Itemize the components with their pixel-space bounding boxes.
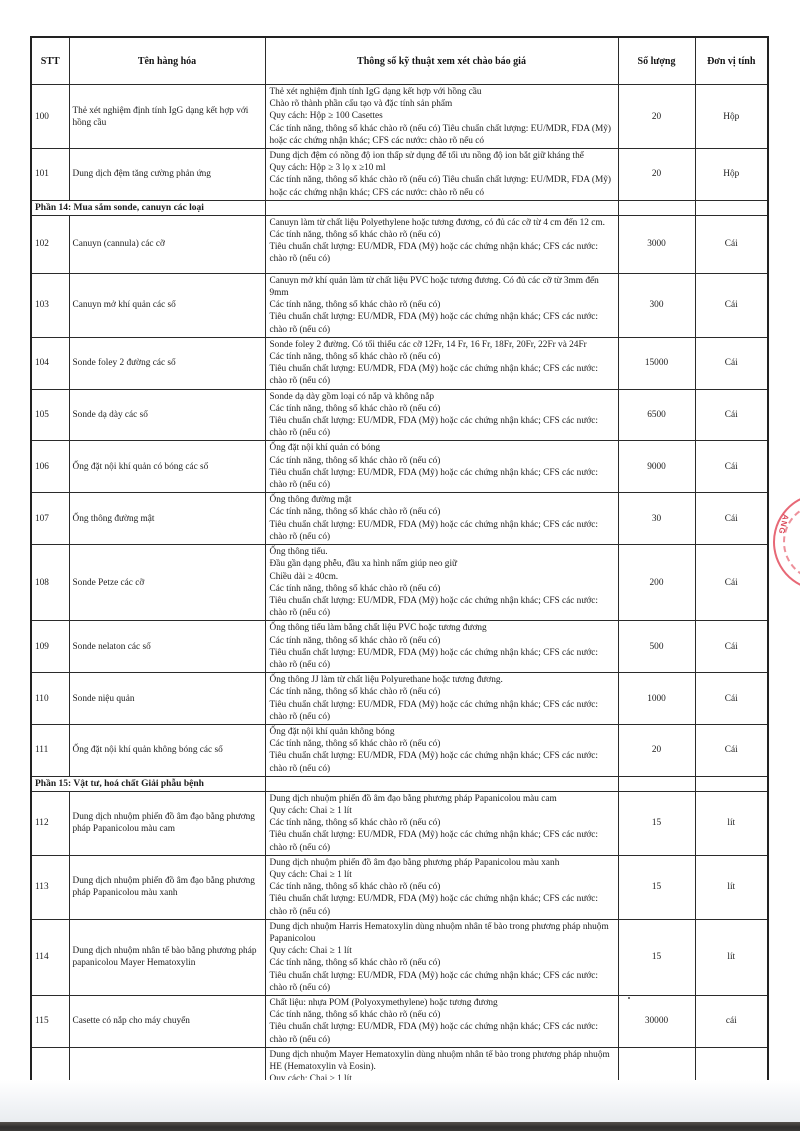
spec-line: Tiêu chuẩn chất lượng: EU/MDR, FDA (Mỹ) hoặc các chứng nhận khác; CFS các nước: chào rõ (nếu có) [269,467,599,491]
spec-line: Tiêu chuẩn chất lượng: EU/MDR, FDA (Mỹ) hoặc các chứng nhận khác; CFS các nước: chào rõ (nếu có) [269,312,599,335]
section-label: Phần 15: Vật tư, hoá chất Giải phẫu bệnh [31,776,265,791]
quantity-cell: 9000 [618,441,695,493]
stt-cell: 110 [31,673,69,725]
quantity-cell: 30 [618,493,695,545]
item-name-cell: Ống đặt nội khí quản không bóng các số [69,724,265,776]
item-row [31,621,768,673]
spec-line: Các tính năng, thông số khác chào rõ (nếu có) [269,300,441,311]
spec-line: Quy cách: Chai ≥ 1 lít [269,805,352,816]
col-header-thong-so: Thông số kỹ thuật xem xét chào báo giá [265,37,618,85]
quantity-cell: 6500 [618,389,695,441]
spec-line: Tiêu chuẩn chất lượng: EU/MDR, FDA (Mỹ) hoặc các chứng nhận khác; CFS các nước: chào rõ (nếu có) [269,364,599,387]
spec-line: Các tính năng, thông số khác chào rõ (nếu có) [269,818,441,829]
section-empty-cell [695,200,768,215]
spec-line: Các tính năng, thông số khác chào rõ (nếu có) [269,635,441,646]
spec-cell [265,215,618,273]
spec-cell [265,441,618,493]
stt-cell: 108 [31,545,69,621]
spec-line: Chất liệu: nhựa POM (Polyoxymethylene) hoặc tương đương [269,998,498,1008]
spec-cell [265,493,618,545]
unit-cell: lít [695,855,768,919]
stt-cell: 103 [31,273,69,337]
spec-line: Quy cách: Chai ≥ 1 lít [269,869,352,880]
section-empty-cell [265,200,618,215]
item-row [31,441,768,493]
spec-line: Dung dịch đệm có nồng độ ion thấp sử dụng để tối ưu nồng độ ion bắt giữ kháng thể [269,151,584,162]
spec-line: Tiêu chuẩn chất lượng: EU/MDR, FDA (Mỹ) hoặc các chứng nhận khác; CFS các nước: chào rõ (nếu có) [269,242,599,265]
spec-line: Tiêu chuẩn chất lượng: EU/MDR, FDA (Mỹ) hoặc các chứng nhận khác; CFS các nước: chào rõ (nếu có) [269,830,599,853]
spec-line: Các tính năng, thông số khác chào rõ (nếu có) [269,687,441,698]
item-name-cell: Dung dịch nhuộm phiến đồ âm đạo bằng phương pháp Papanicolou màu cam [69,791,265,855]
quantity-cell: 20 [618,724,695,776]
unit-cell: Hộp [695,149,768,201]
col-header-so-luong: Số lượng [618,37,695,85]
stt-cell: 114 [31,919,69,995]
scan-bottom-shade [0,1080,800,1123]
quotation-items-table [30,36,769,1125]
spec-line: Sonde dạ dày gồm loại có nắp và không nắp [269,391,434,402]
unit-cell: Cái [695,215,768,273]
item-name-cell: Sonde niệu quản [69,673,265,725]
item-row [31,996,768,1048]
unit-cell: lít [695,791,768,855]
spec-line: Quy cách: Hộp ≥ 100 Casettes [269,111,383,122]
stt-cell: 111 [31,724,69,776]
red-stamp-text: ANG [776,513,791,536]
spec-cell [265,791,618,855]
item-row [31,273,768,337]
spec-line: Dung dịch nhuộm Harris Hematoxylin dùng nhuộm nhân tế bào trong phương pháp nhuộm Papanicolou [269,921,609,944]
quantity-cell: 20 [618,149,695,201]
spec-cell [265,85,618,149]
spec-line: Quy cách: Chai ≥ 1 lít [269,946,352,957]
quantity-cell: 500 [618,621,695,673]
item-row [31,919,768,995]
item-row [31,493,768,545]
spec-cell [265,724,618,776]
section-empty-cell [618,200,695,215]
spec-line: Ống thông tiểu. [269,547,328,558]
quantity-cell: 15 [618,855,695,919]
spec-line: Ống đặt nội khí quản không bóng [269,726,395,737]
spec-line: Tiêu chuẩn chất lượng: EU/MDR, FDA (Mỹ) hoặc các chứng nhận khác; CFS các nước: chào rõ (nếu có) [269,751,599,774]
item-name-cell: Sonde Petze các cỡ [69,545,265,621]
stt-cell: 101 [31,149,69,201]
item-name-cell: Casette có nắp cho máy chuyển [69,996,265,1048]
unit-cell: Cái [695,493,768,545]
spec-line: Tiêu chuẩn chất lượng: EU/MDR, FDA (Mỹ) hoặc các chứng nhận khác; CFS các nước: chào rõ (nếu có) [269,894,599,917]
item-name-cell: Dung dịch nhuộm nhân tế bào bằng phương pháp papanicolou Mayer Hematoxylin [69,919,265,995]
item-row [31,389,768,441]
stt-cell: 102 [31,215,69,273]
quantity-cell: 15 [618,791,695,855]
quantity-cell: 200 [618,545,695,621]
item-name-cell: Dung dịch nhuộm phiến đồ âm đạo bằng phương pháp Papanicolou màu xanh [69,855,265,919]
spec-line: Quy cách: Hộp ≥ 3 lọ x ≥10 ml [269,163,386,174]
item-row [31,791,768,855]
spec-line: Tiêu chuẩn chất lượng: EU/MDR, FDA (Mỹ) hoặc các chứng nhận khác; CFS các nước: chào rõ (nếu có) [269,647,599,670]
stt-cell: 106 [31,441,69,493]
stt-cell: 113 [31,855,69,919]
section-empty-cell [265,776,618,791]
unit-cell: cái [695,996,768,1048]
quantity-cell: 300 [618,273,695,337]
spec-line: Các tính năng, thông số khác chào rõ (nếu có) Tiêu chuẩn chất lượng: EU/MDR, FDA (Mỹ) hoặc các chứng nhận khác; CFS các nước: chào rõ nếu có [269,175,611,198]
spec-line: Các tính năng, thông số khác chào rõ (nếu có) [269,882,441,893]
spec-cell [265,621,618,673]
item-name-cell: Ống đặt nội khí quản có bóng các số [69,441,265,493]
section-header-row [31,776,768,791]
spec-line: Tiêu chuẩn chất lượng: EU/MDR, FDA (Mỹ) hoặc các chứng nhận khác; CFS các nước: chào rõ (nếu có) [269,595,599,619]
table-header-row [31,37,768,85]
spec-line: Tiêu chuẩn chất lượng: EU/MDR, FDA (Mỹ) hoặc các chứng nhận khác; CFS các nước: chào rõ (nếu có) [269,970,599,993]
quantity-cell: 20 [618,85,695,149]
section-empty-cell [618,776,695,791]
spec-line: Các tính năng, thông số khác chào rõ (nếu có) [269,958,441,969]
spec-line: Chào rõ thành phần cấu tạo và đặc tính sản phẩm [269,99,453,110]
spec-line: Dung dịch nhuộm phiến đồ âm đạo bằng phương pháp Papanicolou màu cam [269,793,557,804]
unit-cell: Cái [695,724,768,776]
section-header-row [31,200,768,215]
spec-line: Ống thông đường mật [269,495,352,506]
unit-cell: Cái [695,273,768,337]
item-row [31,545,768,621]
spec-line: Các tính năng, thông số khác chào rõ (nếu có) Tiêu chuẩn chất lượng: EU/MDR, FDA (Mỹ) hoặc các chứng nhận khác; CFS các nước: chào rõ nếu có [269,123,611,146]
unit-cell: Cái [695,389,768,441]
item-row [31,724,768,776]
unit-cell: Cái [695,441,768,493]
spec-line: Sonde foley 2 đường. Có tối thiểu các cỡ 12Fr, 14 Fr, 16 Fr, 18Fr, 20Fr, 22Fr và 24Fr [269,339,587,350]
spec-line: Các tính năng, thông số khác chào rõ (nếu có) [269,507,441,518]
unit-cell: Cái [695,337,768,389]
spec-cell [265,273,618,337]
col-header-don-vi-tinh: Đơn vị tính [695,37,768,85]
item-row [31,337,768,389]
spec-cell [265,389,618,441]
item-row [31,215,768,273]
spec-cell [265,149,618,201]
spec-cell [265,996,618,1048]
col-header-stt: STT [31,37,69,85]
unit-cell: Cái [695,545,768,621]
spec-cell [265,855,618,919]
spec-line: Canuyn mở khí quản làm từ chất liệu PVC hoặc tương đương. Có đủ các cỡ từ 3mm đến 9mm [269,275,599,299]
spec-cell [265,919,618,995]
unit-cell: Hộp [695,85,768,149]
spec-cell [265,673,618,725]
section-empty-cell [695,776,768,791]
unit-cell: Cái [695,621,768,673]
stt-cell: 105 [31,389,69,441]
item-name-cell: Sonde dạ dày các số [69,389,265,441]
spec-cell [265,545,618,621]
spec-line: Các tính năng, thông số khác chào rõ (nếu có) [269,1010,441,1021]
stt-cell: 109 [31,621,69,673]
scan-artifact-dot [628,997,630,999]
spec-line: Đầu gần dạng phễu, đầu xa hình nấm giúp neo giữ [269,559,458,570]
item-name-cell: Canuyn (cannula) các cỡ [69,215,265,273]
spec-line: Ống thông JJ làm từ chất liệu Polyurethane hoặc tương đương. [269,675,503,686]
spec-line: Thẻ xét nghiệm định tính IgG dạng kết hợp với hồng cầu [269,87,482,97]
stt-cell: 104 [31,337,69,389]
spec-line: Ống đặt nội khí quản có bóng [269,443,381,454]
spec-line: Các tính năng, thông số khác chào rõ (nếu có) [269,230,441,241]
unit-cell: lít [695,919,768,995]
spec-line: Canuyn làm từ chất liệu Polyethylene hoặc tương đương, có đủ các cỡ từ 4 cm đến 12 cm. [269,217,605,228]
spec-line: Tiêu chuẩn chất lượng: EU/MDR, FDA (Mỹ) hoặc các chứng nhận khác; CFS các nước: chào rõ (nếu có) [269,1022,599,1045]
spec-line: Các tính năng, thông số khác chào rõ (nếu có) [269,403,441,414]
spec-line: Tiêu chuẩn chất lượng: EU/MDR, FDA (Mỹ) hoặc các chứng nhận khác; CFS các nước: chào rõ (nếu có) [269,416,599,439]
stt-cell: 100 [31,85,69,149]
spec-line: Chiều dài ≥ 40cm. [269,571,339,582]
section-label: Phần 14: Mua sắm sonde, canuyn các loại [31,200,265,215]
stt-cell: 107 [31,493,69,545]
spec-line: Tiêu chuẩn chất lượng: EU/MDR, FDA (Mỹ) hoặc các chứng nhận khác; CFS các nước: chào rõ (nếu có) [269,519,599,542]
item-row [31,673,768,725]
spec-cell [265,337,618,389]
spec-line: Các tính năng, thông số khác chào rõ (nếu có) [269,455,441,466]
unit-cell: Cái [695,673,768,725]
item-name-cell: Dung dịch đệm tăng cường phản ứng [69,149,265,201]
spec-line: Các tính năng, thông số khác chào rõ (nếu có) [269,352,441,363]
item-name-cell: Sonde foley 2 đường các số [69,337,265,389]
item-name-cell: Sonde nelaton các số [69,621,265,673]
stt-cell: 115 [31,996,69,1048]
quantity-cell: 15 [618,919,695,995]
stt-cell: 112 [31,791,69,855]
spec-line: Các tính năng, thông số khác chào rõ (nếu có) [269,739,441,750]
spec-line: Dung dịch nhuộm Mayer Hematoxylin dùng nhuộm nhân tế bào trong phương pháp nhuộm HE (Hematoxylin và Eosin). [269,1049,610,1073]
quantity-cell: 3000 [618,215,695,273]
quantity-cell: 15000 [618,337,695,389]
spec-line: Tiêu chuẩn chất lượng: EU/MDR, FDA (Mỹ) hoặc các chứng nhận khác; CFS các nước: chào rõ (nếu có) [269,699,599,722]
item-row [31,149,768,201]
item-row [31,855,768,919]
quantity-cell: 30000 [618,996,695,1048]
quantity-cell: 1000 [618,673,695,725]
col-header-ten-hang-hoa: Tên hàng hóa [69,37,265,85]
spec-line: Dung dịch nhuộm phiến đồ âm đạo bằng phương pháp Papanicolou màu xanh [269,857,560,868]
spec-line: Ống thông tiểu làm bằng chất liệu PVC hoặc tương đương [269,623,487,634]
scan-bottom-edge [0,1122,800,1131]
item-name-cell: Ống thông đường mật [69,493,265,545]
item-row [31,85,768,149]
item-name-cell: Thẻ xét nghiệm định tính IgG dạng kết hợp với hồng cầu [69,85,265,149]
spec-line: Các tính năng, thông số khác chào rõ (nếu có) [269,583,441,594]
item-name-cell: Canuyn mở khí quản các số [69,273,265,337]
